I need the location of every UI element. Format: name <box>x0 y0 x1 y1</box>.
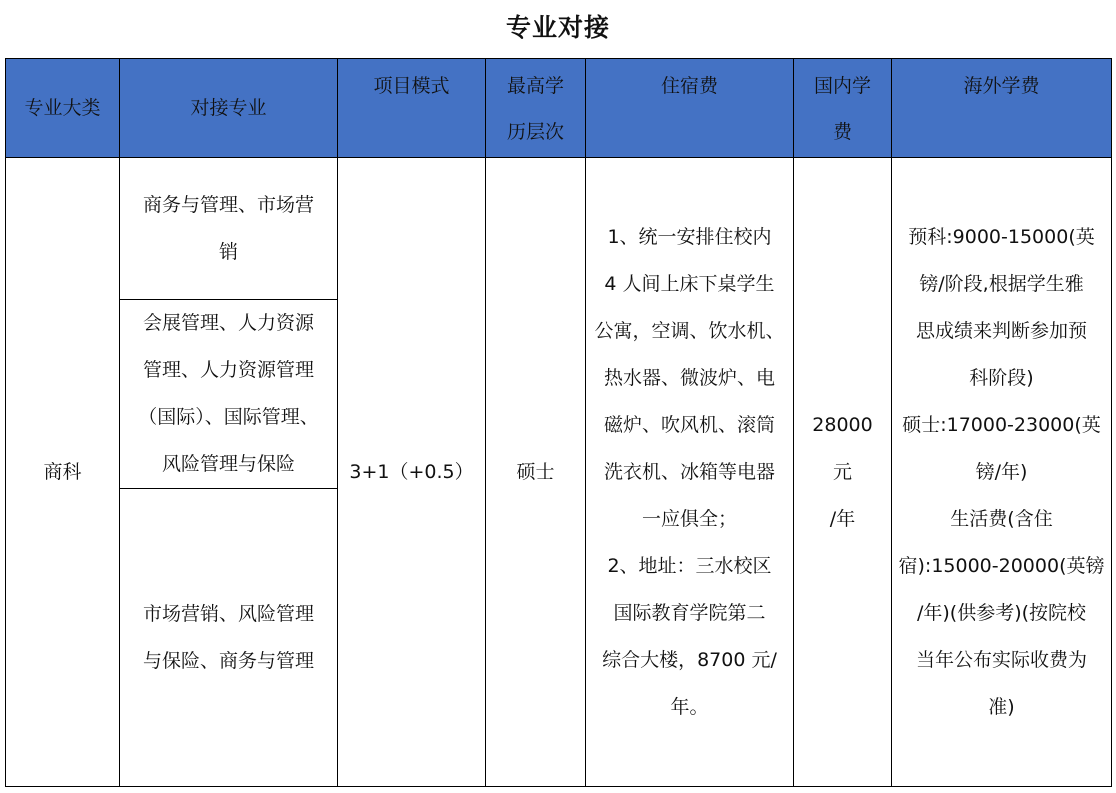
accommodation-line: 综合大楼，8700 元/ <box>602 648 777 671</box>
header-category: 专业大类 <box>6 59 120 158</box>
overseas-fee-line: /年)(供参考)(按院校 <box>916 601 1087 624</box>
header-row <box>6 59 1112 158</box>
header-degree <box>486 59 586 158</box>
overseas-fee-line: 预科:9000-15000(英 <box>908 225 1095 248</box>
overseas-fee-line: 宿):15000-20000(英镑 <box>898 554 1105 577</box>
accommodation-line: 国际教育学院第二 <box>613 601 766 624</box>
accommodation-line: 磁炉、吹风机、滚筒 <box>603 413 775 436</box>
overseas-fee-line: 生活费(含住 <box>950 507 1053 530</box>
overseas-fee-line: 准) <box>988 695 1015 718</box>
major-1-line-1: 商务与管理、市场营 <box>142 193 314 216</box>
table-row <box>6 158 1112 300</box>
header-overseas-fee: 海外学费 <box>892 59 1112 158</box>
overseas-fee-line: 镑/年) <box>975 460 1028 483</box>
accommodation-line: 公寓，空调、饮水机、 <box>594 319 785 342</box>
domestic-fee-line: /年 <box>829 507 856 530</box>
degree-cell: 硕士 <box>486 158 586 787</box>
major-3-line-2: 与保险、商务与管理 <box>142 649 314 672</box>
accommodation-line: 年。 <box>670 695 709 718</box>
accommodation-line: 洗衣机、冰箱等电器 <box>603 460 775 483</box>
major-cell-3 <box>120 489 338 787</box>
accommodation-line: 2、地址：三水校区 <box>607 554 772 577</box>
major-1-line-2: 销 <box>218 240 238 263</box>
overseas-fee-line: 当年公布实际收费为 <box>915 648 1087 671</box>
accommodation-line: 1、统一安排住校内 <box>607 225 772 248</box>
header-degree-line1: 最高学 <box>506 75 564 97</box>
domestic-fee-line: 28000 元 <box>812 413 873 483</box>
accommodation-line: 一应俱全； <box>641 507 737 530</box>
major-3-line-1: 市场营销、风险管理 <box>142 602 314 625</box>
accommodation-cell <box>586 158 794 787</box>
overseas-fee-line: 硕士:17000-23000(英 <box>902 413 1101 436</box>
overseas-fee-line: 镑/阶段,根据学生雅 <box>919 272 1084 295</box>
category-cell: 商科 <box>6 158 120 787</box>
header-domestic-fee <box>794 59 892 158</box>
header-degree-line2: 历层次 <box>506 121 564 143</box>
header-domestic-line1: 国内学 <box>813 75 871 97</box>
header-accommodation: 住宿费 <box>586 59 794 158</box>
overseas-fee-line: 思成绩来判断参加预 <box>915 319 1087 342</box>
major-table <box>5 58 1112 787</box>
header-domestic-line2: 费 <box>832 121 852 143</box>
overseas-fee-line: 科阶段) <box>969 366 1034 389</box>
accommodation-line: 4 人间上床下桌学生 <box>604 272 775 295</box>
accommodation-line: 热水器、微波炉、电 <box>603 366 775 389</box>
mode-cell: 3+1（+0.5） <box>338 158 486 787</box>
overseas-fee-cell <box>892 158 1112 787</box>
major-cell-2 <box>120 300 338 489</box>
page-title: 专业对接 <box>505 13 610 42</box>
major-2-line-4: 风险管理与保险 <box>161 453 295 475</box>
header-mode: 项目模式 <box>338 59 486 158</box>
major-2-line-2: 管理、人力资源管理 <box>142 359 314 381</box>
major-2-line-3: （国际）、国际管理、 <box>138 406 319 428</box>
header-major: 对接专业 <box>120 59 338 158</box>
domestic-fee-cell <box>794 158 892 787</box>
major-cell-1 <box>120 158 338 300</box>
major-2-line-1: 会展管理、人力资源 <box>142 312 314 334</box>
